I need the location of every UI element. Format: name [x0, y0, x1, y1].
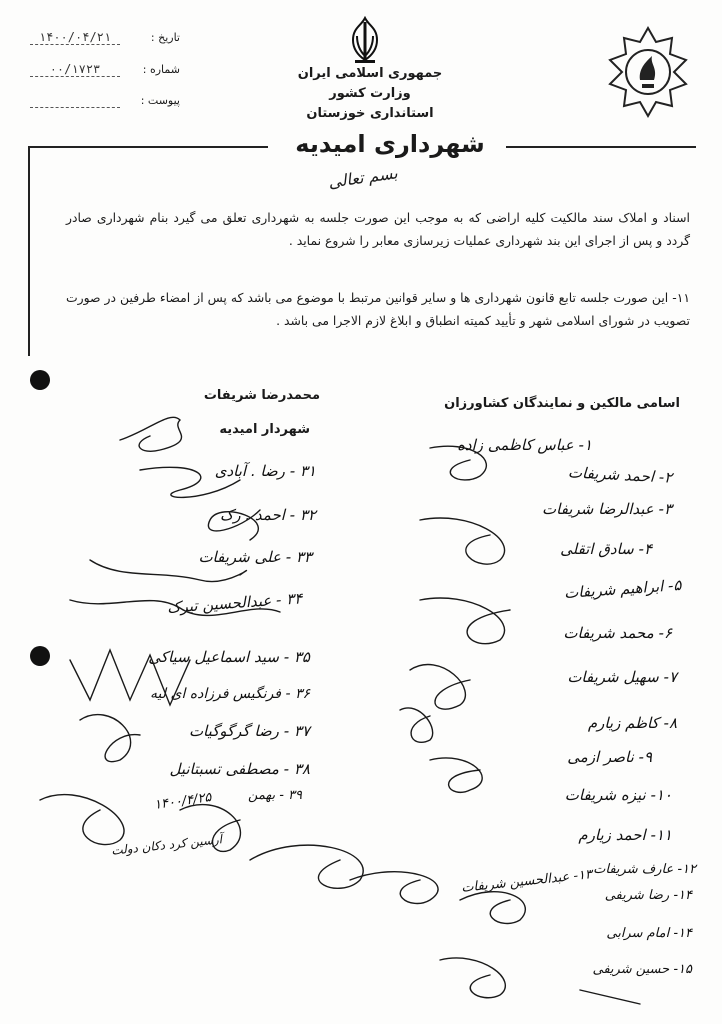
signature-date: ۱۴۰۰/۴/۲۵	[153, 790, 213, 813]
owner-entry: ۹- ناصر ازمی	[567, 748, 652, 766]
gov-line-2: وزارت کشور	[329, 86, 411, 101]
member-entry: ۳۱ - رضا . آبادی	[214, 462, 316, 480]
number-row	[30, 62, 180, 77]
owner-entry: ۵- ابراهیم شریفات	[563, 575, 683, 603]
signature-mark	[410, 665, 470, 710]
owner-entry: ۱۳- عبدالحسین شریفات	[460, 867, 593, 896]
attachment-label: پیوست :	[140, 94, 180, 107]
owner-entry: ۴- سادق اتقلی	[560, 540, 652, 558]
iran-emblem-icon	[345, 16, 385, 64]
member-entry: ۳۴ - عبدالحسین تیرک	[166, 589, 303, 617]
signature-mark	[420, 598, 510, 644]
number-label: شماره :	[142, 63, 180, 76]
member-entry: آرسین کرد دکان دولت	[110, 832, 223, 858]
number-value: ۰۰/۱۷۲۳	[30, 62, 120, 77]
owner-entry: ۷- سهیل شریفات	[567, 668, 677, 686]
owner-entry: ۱۰- نیزه شریفات	[564, 786, 672, 804]
owner-entry: ۱- عباس کاظمی زاده	[457, 436, 592, 454]
gov-line-1: جمهوری اسلامی ایران	[297, 66, 443, 81]
municipality-logo-icon	[600, 24, 696, 120]
member-entry: ۳۹ - بهمن	[248, 788, 302, 803]
paragraph-2: ۱۱- این صورت جلسه تابع قانون شهرداری ها و سایر قوانین مرتبط با موضوع می باشد که پس از امضاء طرفین در صورت تصویب در شورای اسلامی شهر و تأیید کمیته انطباق و ابلاغ لازم الاجرا می باشد .	[66, 290, 690, 328]
title-rule-left	[28, 146, 268, 148]
signature-mark	[420, 518, 505, 564]
owner-entry: ۸- کاظم زیارم	[587, 714, 677, 732]
paragraph-1: اسناد و املاک سند مالکیت کلیه اراضی که به موجب این صورت جلسه به شهرداری تعلق می گیرد بنام شهرداری صادر گردد و پس از اجرای این بند شهرداری عملیات زیرسازی معابر را شروع نماید .	[66, 210, 690, 248]
attachment-value	[30, 93, 120, 108]
member-entry: ۳۵ - سید اسماعیل سیاکی	[148, 648, 310, 666]
signature-mark	[250, 845, 363, 888]
owner-entry: ۱۱- احمد زیارم	[578, 826, 672, 844]
owner-entry: ۶- محمد شریفات	[563, 624, 672, 642]
owner-entry: ۲- احمد شریفات	[567, 463, 673, 487]
page-title: شهرداری امیدیه	[295, 130, 485, 158]
member-entry: ۳۷ - رضا گرگوگیات	[188, 722, 310, 740]
gov-line-3: استانداری خوزستان	[306, 106, 434, 121]
signature-mark	[350, 872, 438, 904]
punch-hole-bottom	[30, 646, 50, 666]
member-entry: ۳۲ - احمد . رک	[219, 506, 316, 524]
signature-mark	[40, 795, 124, 845]
date-value: ۱۴۰۰/۰۴/۲۱	[30, 30, 120, 45]
owner-entry: ۳- عبدالرضا شریفات	[542, 500, 672, 518]
member-entry: ۳۶ - فرنگیس فرزاده ای لیه	[150, 686, 310, 702]
member-entry: ۳۳ - علی شریفات	[198, 548, 312, 566]
owners-heading: اسامی مالکین و نمایندگان کشاورزان	[444, 396, 680, 411]
signature-mark	[80, 715, 140, 762]
mayor-title: شهردار امیدیه	[219, 422, 310, 437]
owner-entry: ۱۵- حسین شریفی	[592, 962, 692, 977]
handwritten-note: بسم تعالی	[327, 163, 399, 192]
signature-mark	[580, 990, 640, 1004]
signature-mark	[460, 892, 525, 924]
date-label: تاریخ :	[150, 31, 180, 44]
owner-entry: ۱۴- امام سرابی	[606, 926, 692, 941]
title-rule-right	[506, 146, 696, 148]
signature-mark	[400, 708, 433, 742]
signature-mark	[440, 958, 505, 998]
punch-hole-top	[30, 370, 50, 390]
member-entry: ۳۸ - مصطفی تسبتانیل	[169, 760, 310, 778]
attachment-row	[30, 93, 180, 108]
owner-entry: ۱۲- عارف شریفات	[593, 862, 696, 877]
signature-mark	[430, 758, 482, 792]
margin-rule	[28, 146, 30, 356]
mayor-name: محمدرضا شریفات	[203, 388, 320, 403]
owner-entry: ۱۴- رضا شریفی	[604, 888, 692, 903]
date-row	[30, 30, 180, 45]
